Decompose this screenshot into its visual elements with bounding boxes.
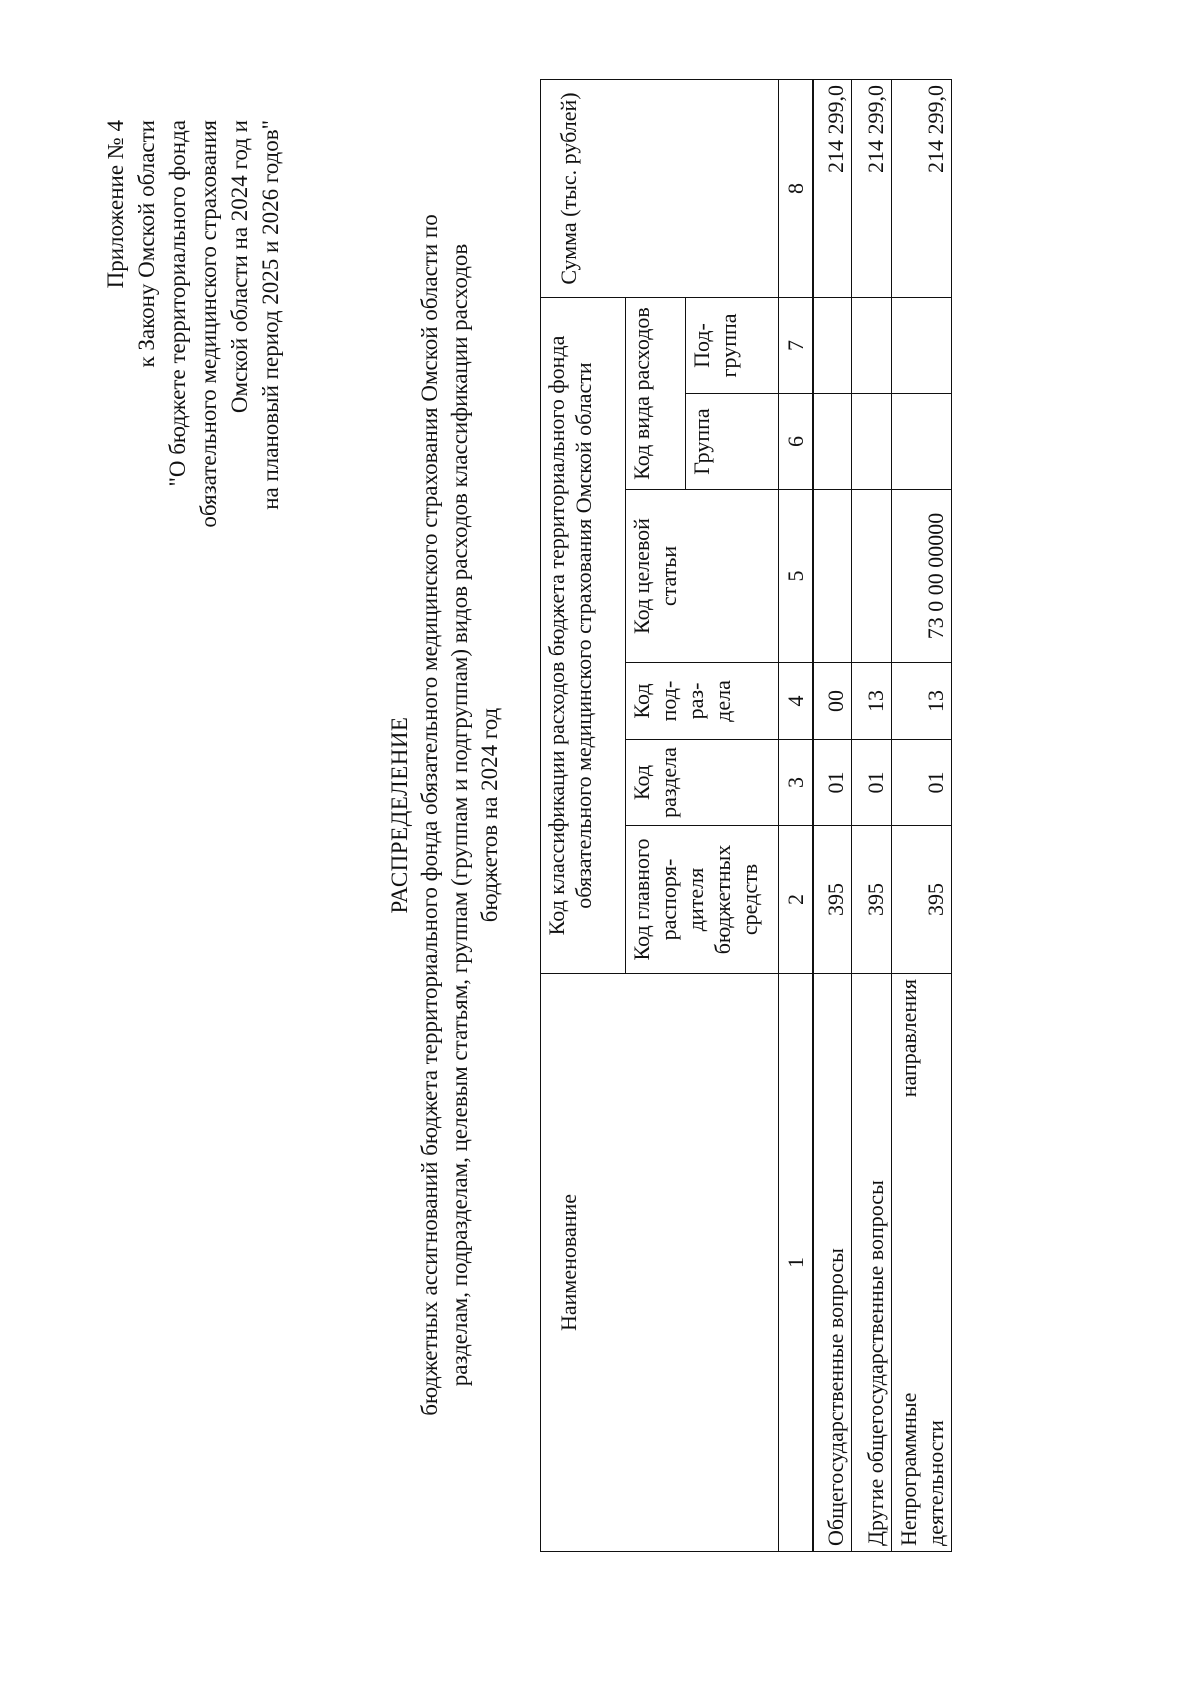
row-group <box>851 394 891 490</box>
row-subsection: 13 <box>851 663 891 740</box>
row-section: 01 <box>813 740 851 826</box>
row-section: 01 <box>851 740 891 826</box>
table-row <box>851 80 891 1552</box>
row-target-item <box>813 490 851 663</box>
document-subtitle-line: бюджетов на 2024 год <box>477 707 502 923</box>
row-target-item <box>851 490 891 663</box>
appendix-line: "О бюджете территориального фонда <box>165 120 190 487</box>
header-subsection: Код под-раз-дела <box>626 663 779 740</box>
header-target-item: Код целевой статьи <box>626 490 779 663</box>
row-sum: 214 299,0 <box>891 80 951 298</box>
budget-table-wrap <box>540 79 952 1552</box>
appendix-line: на плановый период 2025 и 2026 годов" <box>258 120 283 510</box>
budget-allocation-table <box>540 79 952 1552</box>
rotated-sheet <box>100 50 1030 1580</box>
row-subsection: 13 <box>891 663 951 740</box>
column-number: 1 <box>779 974 814 1552</box>
appendix-line: к Закону Омской области <box>134 120 159 368</box>
appendix-line: Омской области на 2024 год и <box>227 120 252 414</box>
row-name: Другие общегосударственные вопросы <box>851 974 891 1552</box>
column-number: 3 <box>779 740 814 826</box>
column-number: 5 <box>779 490 814 663</box>
column-number: 6 <box>779 394 814 490</box>
appendix-reference <box>100 120 286 528</box>
row-subgroup <box>891 298 951 394</box>
row-target-item: 73 0 00 00000 <box>891 490 951 663</box>
row-name-part: Непрограммные <box>895 1392 921 1546</box>
table-row <box>891 80 951 1552</box>
header-subgroup: Под-группа <box>686 298 779 394</box>
header-classification: Код классификации расходов бюджета территориального фонда обязательного медицинского страхования Омской области <box>541 298 626 974</box>
row-subgroup <box>813 298 851 394</box>
column-number: 8 <box>779 80 814 298</box>
header-section: Код раздела <box>626 740 779 826</box>
document-title-block <box>385 70 505 1560</box>
header-expense-type: Код вида расходов <box>626 298 686 490</box>
document-title: РАСПРЕДЕЛЕНИЕ <box>387 716 412 914</box>
header-chief-admin: Код главного распоря-дителя бюджетных средств <box>626 826 779 974</box>
header-group: Группа <box>686 394 779 490</box>
row-group <box>891 394 951 490</box>
appendix-line: Приложение № 4 <box>103 120 128 289</box>
row-name <box>891 974 951 1552</box>
row-chief-admin: 395 <box>851 826 891 974</box>
row-name: Общегосударственные вопросы <box>813 974 851 1552</box>
row-sum: 214 299,0 <box>851 80 891 298</box>
row-subsection: 00 <box>813 663 851 740</box>
row-name-part: деятельности <box>922 1420 948 1546</box>
row-chief-admin: 395 <box>891 826 951 974</box>
column-number: 4 <box>779 663 814 740</box>
row-name-part: направления <box>895 979 921 1098</box>
row-group <box>813 394 851 490</box>
appendix-line: обязательного медицинского страхования <box>196 120 221 528</box>
column-number: 7 <box>779 298 814 394</box>
header-row <box>541 80 626 1552</box>
table-row <box>813 80 851 1552</box>
header-sum: Сумма (тыс. рублей) <box>541 80 779 298</box>
column-number: 2 <box>779 826 814 974</box>
row-sum: 214 299,0 <box>813 80 851 298</box>
row-chief-admin: 395 <box>813 826 851 974</box>
document-subtitle-line: бюджетных ассигнований бюджета территориального фонда обязательного медицинского страхования Омской области по <box>417 214 442 1416</box>
row-section: 01 <box>891 740 951 826</box>
document-subtitle-line: разделам, подразделам, целевым статьям, группам (группам и подгруппам) видов расходов классификации расходов <box>447 243 472 1387</box>
row-subgroup <box>851 298 891 394</box>
header-name: Наименование <box>541 974 779 1552</box>
column-number-row <box>779 80 814 1552</box>
